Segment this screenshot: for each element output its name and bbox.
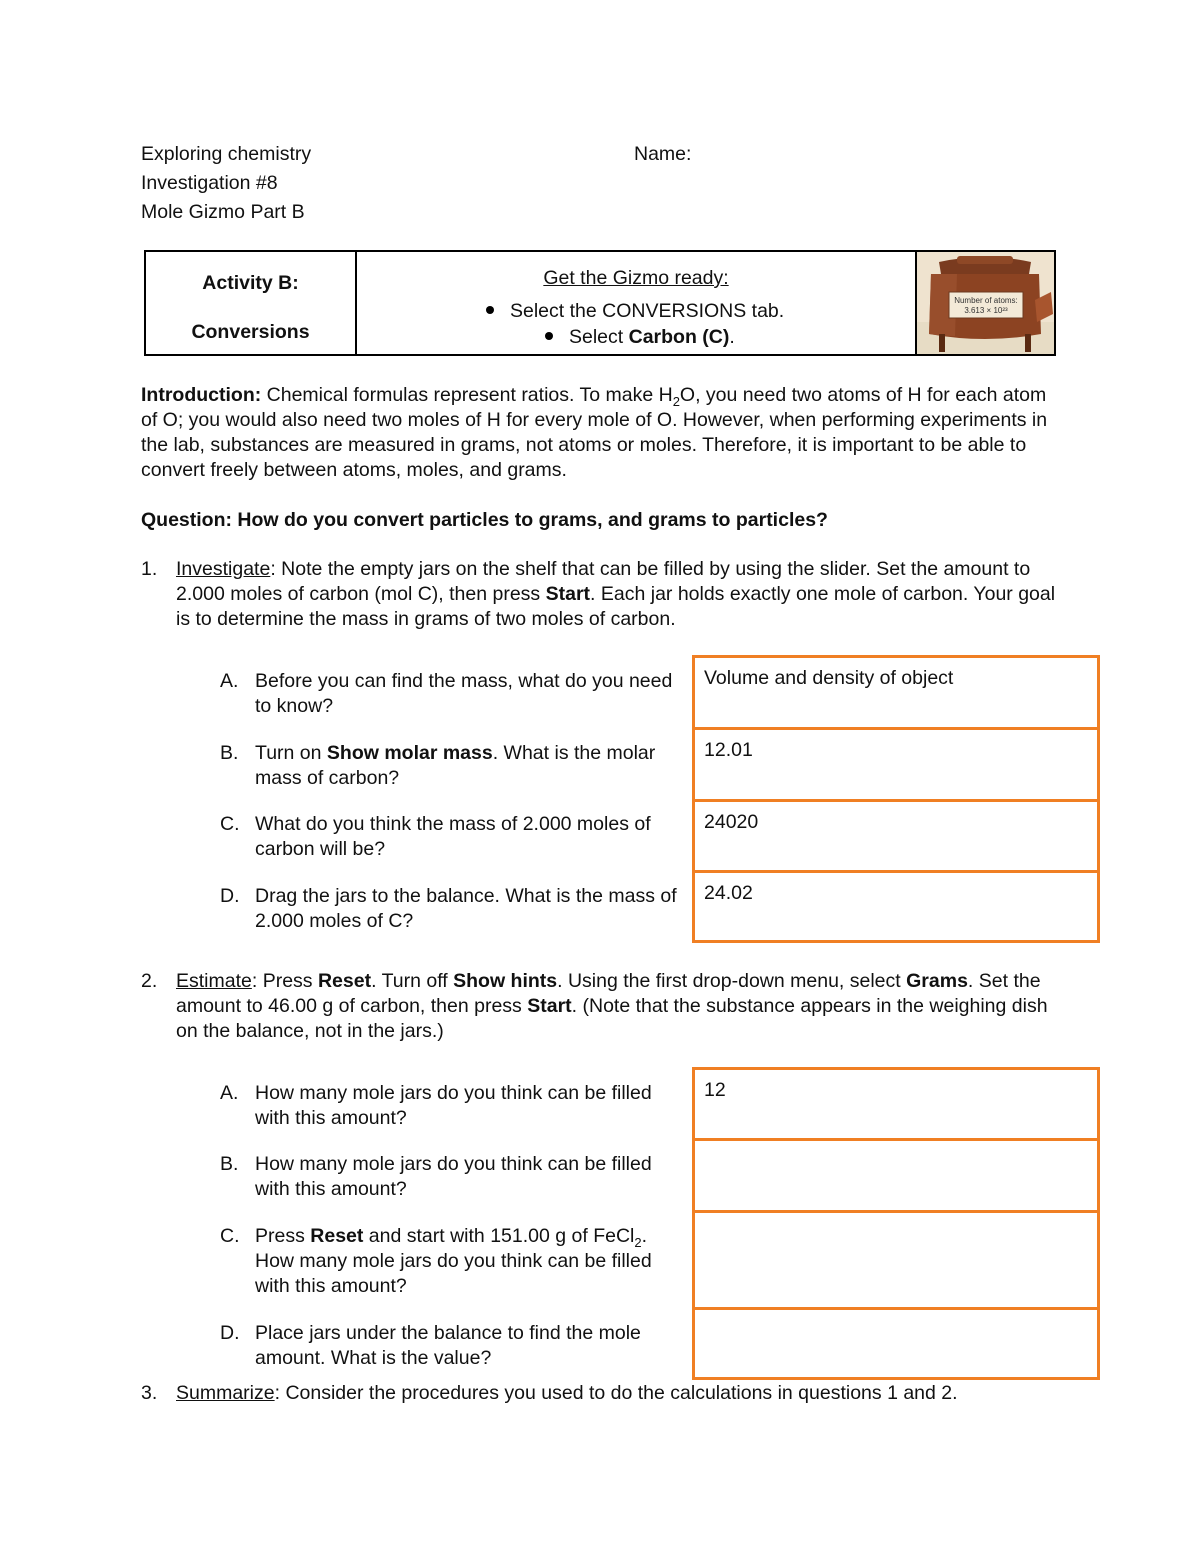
introduction-paragraph xyxy=(141,383,1061,483)
answer-1c: 24020 xyxy=(704,811,759,833)
name-label: Name: xyxy=(634,143,692,165)
q2c-post: . How many mole jars do you think can be filled with this amount? xyxy=(255,1225,652,1297)
item-1-text-a: : Note the empty jars on the shelf that can be filled by using the slider. Set the amount to 2.000 moles of carbon (mol C), then press xyxy=(176,558,1031,605)
item-2-b4: Start xyxy=(527,995,572,1017)
gizmo-step-2-suffix: . xyxy=(729,326,735,348)
q2a-text: How many mole jars do you think can be filled with this amount? xyxy=(255,1082,652,1129)
course-title: Exploring chemistry xyxy=(141,143,312,165)
item-2-t5: . (Note that the substance appears in the weighing dish on the balance, not in the jars.) xyxy=(176,995,1048,1042)
introduction-label: Introduction: xyxy=(141,384,262,406)
gizmo-step-2 xyxy=(545,325,735,350)
q2c-letter: C. xyxy=(220,1225,240,1247)
item-2-t2: . Turn off xyxy=(371,970,454,992)
item-3-text: : Consider the procedures you used to do the calculations in questions 1 and 2. xyxy=(274,1382,958,1404)
answer-box-2d[interactable] xyxy=(692,1307,1100,1380)
item-2-number: 2. xyxy=(141,970,158,992)
q1b-text xyxy=(255,741,685,791)
item-2-t1: : Press xyxy=(251,970,318,992)
gizmo-image-cell xyxy=(917,252,1054,354)
item-1-label: Investigate xyxy=(176,558,271,580)
q2c-pre: Press xyxy=(255,1225,311,1247)
introduction-text-b: O, you need two atoms of H for each atom of O; you would also need two moles of H for every mole of O. However, when performing experiments in the lab, substances are measured in grams, not atoms or moles. Therefore, it is important to be able to convert freely between atoms, moles, and grams. xyxy=(141,384,1048,481)
item-1-text-b: . Each jar holds exactly one mole of carbon. Your goal is to determine the mass in grams of two moles of carbon. xyxy=(176,583,1056,630)
activity-label-cell xyxy=(146,252,357,354)
item-2-t4: . Set the amount to 46.00 g of carbon, then press xyxy=(176,970,1041,1017)
activity-table xyxy=(144,250,1056,356)
q2d-letter: D. xyxy=(220,1322,240,1344)
answer-1a: Volume and density of object xyxy=(704,667,954,689)
investigation-number: Investigation #8 xyxy=(141,172,278,194)
answer-2a: 12 xyxy=(704,1079,726,1101)
q1c-letter: C. xyxy=(220,813,240,835)
q2a-letter: A. xyxy=(220,1082,239,1104)
q2b-letter: B. xyxy=(220,1153,239,1175)
gizmo-step-2-bold: Carbon (C) xyxy=(628,326,730,348)
q1d-letter: D. xyxy=(220,885,240,907)
gizmo-step-1 xyxy=(486,299,784,324)
q1b-letter: B. xyxy=(220,742,239,764)
q2c-bold: Reset xyxy=(310,1225,364,1247)
answer-box-1c[interactable] xyxy=(692,799,1100,870)
answer-1b: 12.01 xyxy=(704,739,753,761)
activity-label: Activity B: xyxy=(202,272,299,294)
item-3-number: 3. xyxy=(141,1382,158,1404)
main-question xyxy=(141,508,1061,533)
activity-title: Conversions xyxy=(191,321,310,343)
mole-jar-image xyxy=(917,252,1054,354)
q2c-text xyxy=(255,1224,685,1299)
item-1-number: 1. xyxy=(141,558,158,580)
gizmo-step-2-prefix: Select xyxy=(569,326,629,348)
answer-1d: 24.02 xyxy=(704,882,753,904)
answer-box-2c[interactable] xyxy=(692,1210,1100,1307)
item-2-label: Estimate xyxy=(176,970,252,992)
bullet-icon xyxy=(486,306,494,314)
answer-box-2b[interactable] xyxy=(692,1138,1100,1210)
answer-box-2a[interactable] xyxy=(692,1067,1100,1138)
gizmo-ready-heading: Get the Gizmo ready: xyxy=(543,267,729,289)
item-3-label: Summarize xyxy=(176,1382,275,1404)
bullet-icon xyxy=(545,332,553,340)
q1b-post: . What is the molar mass of carbon? xyxy=(255,742,656,789)
item-2-b1: Reset xyxy=(317,970,372,992)
q2b-text: How many mole jars do you think can be filled with this amount? xyxy=(255,1153,652,1200)
item-1-bold: Start xyxy=(545,583,591,605)
part-title: Mole Gizmo Part B xyxy=(141,201,305,223)
q1c-text: What do you think the mass of 2.000 moles of carbon will be? xyxy=(255,813,651,860)
answer-box-1a[interactable] xyxy=(692,655,1100,727)
q1a-text: Before you can find the mass, what do you need to know? xyxy=(255,670,673,717)
gizmo-ready-cell xyxy=(357,252,917,354)
jar-label-line-1: Number of atoms: xyxy=(954,296,1018,305)
answer-box-1d[interactable] xyxy=(692,870,1100,943)
item-2-b3: Grams xyxy=(906,970,968,992)
main-question-text: Question: How do you convert particles to grams, and grams to particles? xyxy=(141,509,828,531)
jar-label-line-2: 3.613 × 10²³ xyxy=(964,306,1008,315)
q2c-mid: and start with 151.00 g of FeCl xyxy=(363,1225,635,1247)
introduction-text-a: Chemical formulas represent ratios. To make H xyxy=(261,384,673,406)
q2d-text: Place jars under the balance to find the mole amount. What is the value? xyxy=(255,1322,641,1369)
q2c-subscript: 2 xyxy=(634,1234,642,1250)
gizmo-step-1-text: Select the CONVERSIONS tab. xyxy=(510,300,785,322)
answer-box-1b[interactable] xyxy=(692,727,1100,799)
item-2-t3: . Using the first drop-down menu, select xyxy=(557,970,907,992)
item-2-b2: Show hints xyxy=(453,970,558,992)
q1b-pre: Turn on xyxy=(255,742,327,764)
introduction-subscript: 2 xyxy=(672,393,680,409)
q1d-text: Drag the jars to the balance. What is the mass of 2.000 moles of C? xyxy=(255,885,677,932)
q1a-letter: A. xyxy=(220,670,239,692)
q1b-bold: Show molar mass xyxy=(326,742,493,764)
